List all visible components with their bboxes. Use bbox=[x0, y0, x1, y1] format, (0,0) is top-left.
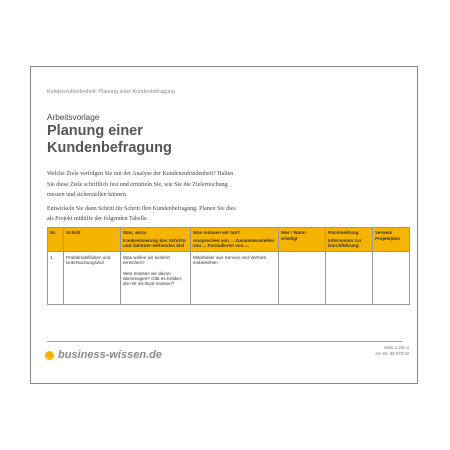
cell-schritt: Problemdefinition und Untersuchungsziel bbox=[64, 251, 121, 304]
cell-was-wozu-a: Was wollen wir konkret erreichen? bbox=[123, 254, 170, 266]
header-wer-wann: Wer / Wann erledigt bbox=[279, 228, 326, 252]
header-rueckmeldung-title: Rückmeldung bbox=[328, 230, 359, 235]
cell-was-wozu-b: Wen müssen wir davon überzeugen? Gibt es Kritiker, die mit ins Boot müssen? bbox=[123, 270, 183, 287]
table-header-row bbox=[48, 228, 410, 252]
header-schritt: Schritt bbox=[64, 228, 121, 252]
header-nr: Nr. bbox=[48, 228, 64, 252]
header-rueckmeldung bbox=[326, 228, 373, 252]
table-row bbox=[48, 251, 410, 304]
brand-logo bbox=[45, 349, 162, 361]
header-verweis: Verweis Projektplan bbox=[373, 228, 410, 252]
document-type-label: Arbeitsvorlage bbox=[47, 113, 100, 122]
intro-paragraph-2: Entwickeln Sie dann Schritt für Schritt Ihre Kundenbefragung. Planen Sie dies als Projekt mithilfe der folgenden Tabelle. bbox=[47, 205, 236, 222]
header-was-wozu-sub: Konkretisierung des Schritts und dahinter-stehendes Ziel bbox=[123, 237, 186, 249]
cell-nr: 1 bbox=[48, 251, 64, 304]
intro-paragraph-1: Welche Ziele verfolgen Sie mit der Analyse der Kundenzufriedenheit? Halten Sie diese Ziele schriftlich fest und ermitteln Sie, wie Sie die Zielerreichung messen und sicherstellen können. bbox=[47, 171, 234, 198]
cell-was-wozu bbox=[121, 251, 191, 304]
header-rueckmeldung-sub: Information zur Durchführung bbox=[328, 237, 362, 249]
header-was-muessen bbox=[191, 228, 279, 252]
footer-divider bbox=[47, 341, 403, 342]
cell-verweis[interactable] bbox=[373, 251, 410, 304]
cell-rueckmeldung[interactable] bbox=[326, 251, 373, 304]
page-number: Seite 1 von 3 bbox=[383, 345, 409, 350]
header-was-muessen-title: Was müssen wir tun? bbox=[193, 230, 241, 235]
planning-table bbox=[47, 227, 410, 305]
header-was-muessen-sub: Ansprechen von ... Zusammenstellen von ... Formulieren von ... bbox=[193, 237, 275, 249]
intro-text bbox=[47, 169, 237, 227]
document-page bbox=[30, 66, 418, 384]
cell-wer-wann[interactable] bbox=[279, 251, 326, 304]
cell-was-muessen: Mitarbeiter aus Service und Vertrieb einbeziehen bbox=[191, 251, 279, 304]
header-was-wozu bbox=[121, 228, 191, 252]
footer-meta bbox=[375, 345, 409, 357]
logo-dot-icon bbox=[45, 351, 54, 360]
running-header: Kundenzufriedenheit: Planung einer Kundenbefragung bbox=[47, 89, 175, 95]
document-title: Planung einer Kundenbefragung bbox=[47, 123, 172, 156]
header-was-wozu-title: Was, wozu bbox=[123, 230, 147, 235]
article-number: Art.-Nr. 99.078.02 bbox=[375, 351, 409, 356]
logo-text: business-wissen.de bbox=[58, 349, 162, 361]
